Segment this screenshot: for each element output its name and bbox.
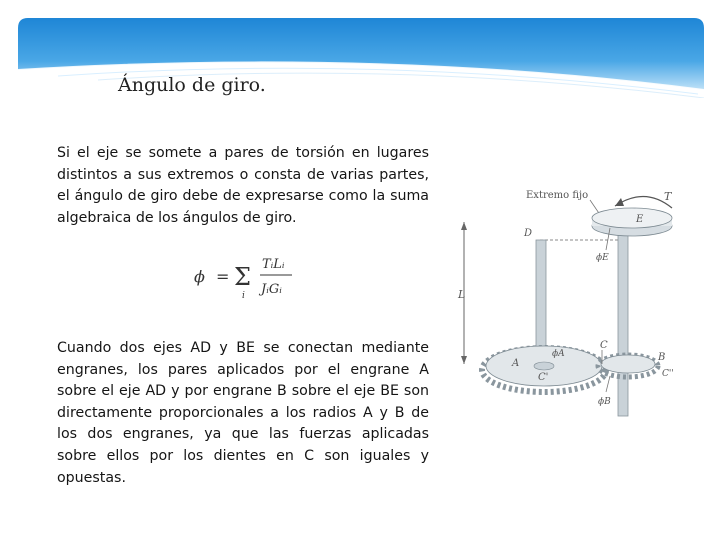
label-E: E <box>636 214 644 225</box>
formula-sum: Σ <box>234 263 251 291</box>
label-L: L <box>458 288 466 301</box>
angle-formula <box>190 248 310 304</box>
formula-equals: = <box>216 267 230 286</box>
formula-numerator: TᵢLᵢ <box>262 257 285 272</box>
label-C-dprime: C'' <box>662 369 674 379</box>
label-extremo-fijo: Extremo fijo <box>526 190 589 201</box>
label-C-prime: C' <box>538 372 549 383</box>
label-phi-B: ϕB <box>598 397 611 407</box>
paragraph-gears: Cuando dos ejes AD y BE se conectan mediante engranes, los pares aplicados por el engrane A sobre el eje AD y por engrane B sobre el eje BE son directamente proporcionales a los radios A y B de los dos engranes, ya que las fuerzas aplicadas sobre ellos por los dientes en C son iguales y opuestas. <box>57 340 429 486</box>
paragraph-angle-sum: Si el eje se somete a pares de torsión en lugares distintos a sus extremos o consta de varias partes, el ángulo de giro debe de expresarse como la suma algebraica de los ángulos de giro. <box>57 145 429 226</box>
formula-sum-index: i <box>242 291 245 301</box>
label-C: C <box>600 340 608 351</box>
slide-title: Ángulo de giro. <box>118 74 266 96</box>
gear-shaft-figure <box>440 178 710 440</box>
formula-lhs: ϕ <box>194 267 205 286</box>
label-B: B <box>658 352 666 363</box>
label-phi-E: ϕE <box>596 253 609 263</box>
label-phi-A: ϕA <box>552 349 565 359</box>
label-D: D <box>524 228 533 239</box>
formula-denominator: JᵢGᵢ <box>261 282 282 297</box>
label-A: A <box>512 358 520 369</box>
label-T: T <box>664 190 672 203</box>
